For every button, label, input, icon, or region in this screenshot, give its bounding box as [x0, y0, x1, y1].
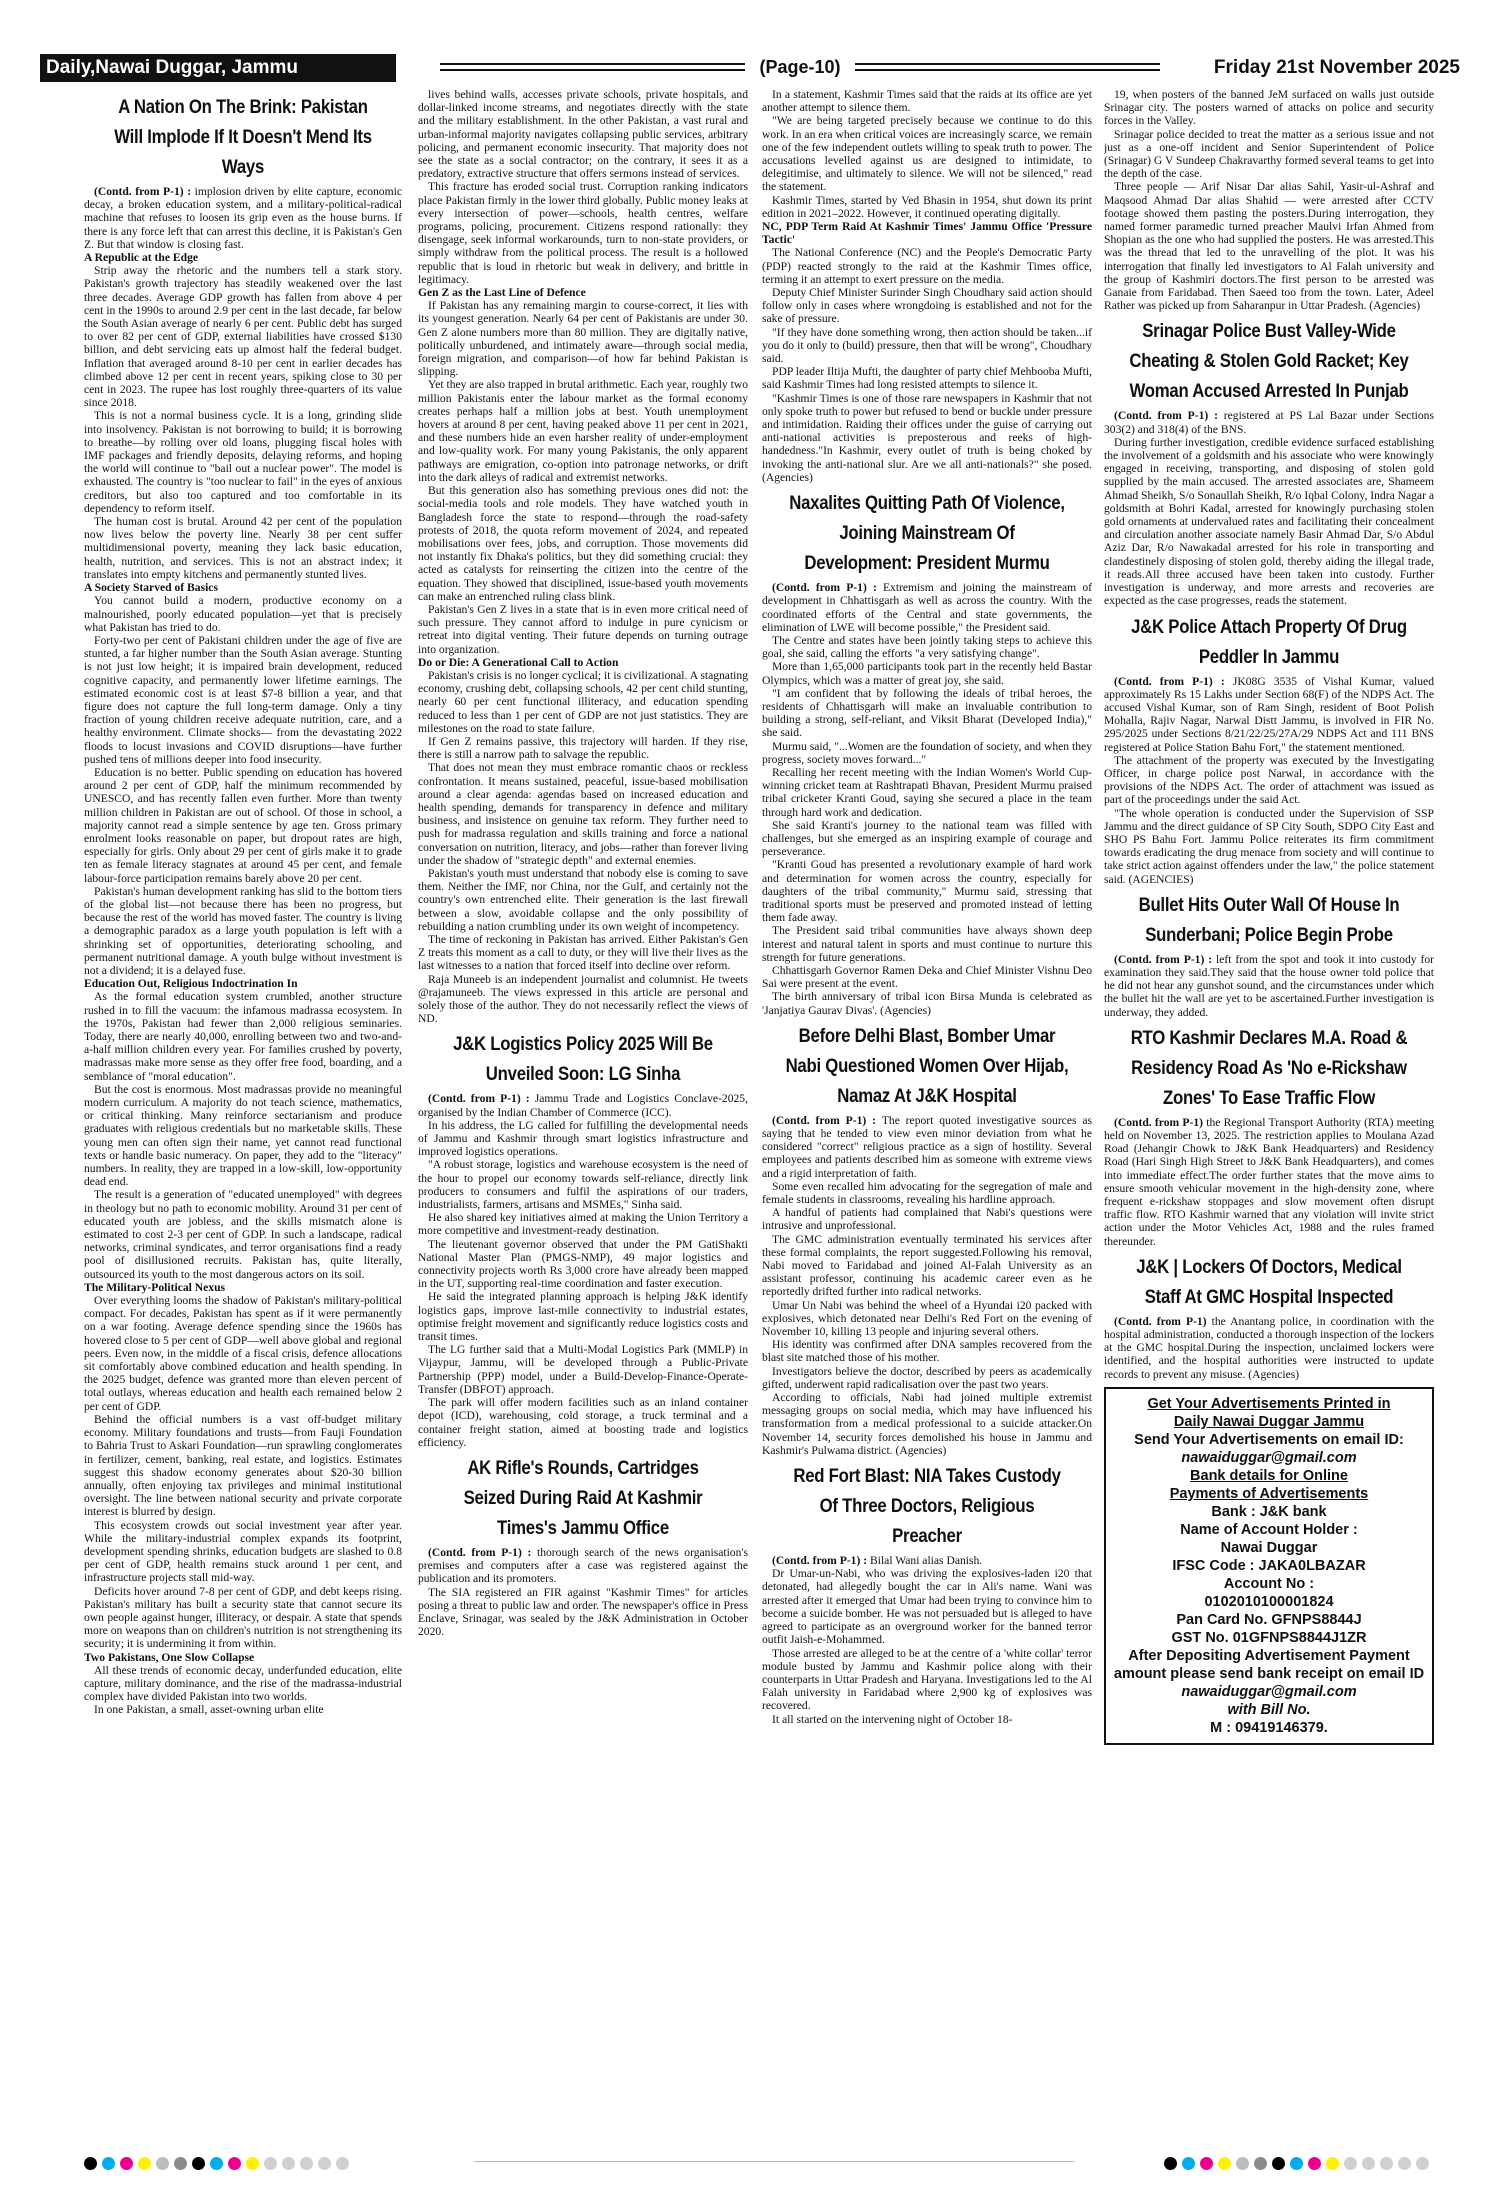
headline-rto: RTO Kashmir Declares M.A. Road & Residency Road As 'No e-Rickshaw Zones' To Ease Traffic Flow: [1130, 1026, 1408, 1109]
paragraph: Those arrested are alleged to be at the centre of a 'white collar' terror module busted by Jammu and Kashmir police along with their counterparts in Uttar Pradesh and Haryana. Investigations led to the Al Falah university in Faridabad where 2,900 kg of explosives was recovered.: [762, 1646, 1092, 1713]
column-1: [84, 88, 402, 2126]
paragraph: Investigators believe the doctor, described by peers as academically gifted, underwent rapid radicalisation over the past two years.: [762, 1364, 1092, 1391]
paragraph: Pakistan's human development ranking has slid to the bottom tiers of the global list—not because there has been no progress, but because the rest of the world has moved faster. The country is living a demographic paradox as a large youth population is left with a shrinking set of opportunities, deteriorating schooling, and permanent nutritional damage. A youth bulge without investment is not a dividend; it is a delayed fuse.: [84, 884, 402, 977]
paragraph: Deputy Chief Minister Surinder Singh Choudhary said action should follow only in cases where wrongdoing is established and not for the sake of pressure.: [762, 286, 1092, 326]
paragraph: This fracture has eroded social trust. Corruption ranking indicators place Pakistan firmly in the lower third globally. Public money leaks at every intersection of power—schools, health centres, welfare programs, policing, procurement. Citizens respond rationally: they disengage, seek informal workarounds, turn to non-state providers, or simply withdraw from the political process. The result is a hollowed republic that is loud in rhetoric but weak in delivery, and brittle in legitimacy.: [418, 180, 748, 286]
column-3: [762, 88, 1092, 2126]
ad-bill: with Bill No.: [1227, 1701, 1311, 1718]
paragraph: Behind the official numbers is a vast off-budget military economy. Military foundations and trusts—from Fauji Foundation to Bahria Trust to Askari Foundation—run sprawling conglomerates in fertilizer, cement, banking, real estate, and logistics. Estimates suggest this shadow economy generates about $20-30 billion annually, often enjoying tax privileges and minimal institutional oversight. The line between national security and private corporate interest is blurred by design.: [84, 1412, 402, 1519]
contd-marker: (Contd. from P-1) :: [772, 1113, 882, 1127]
headline-red-fort: Red Fort Blast: NIA Takes Custody Of Three Doctors, Religious Preacher: [793, 1465, 1061, 1548]
registration-dot: [1272, 2157, 1285, 2170]
paragraph: [762, 581, 1092, 634]
article-red-fort-contd: [1104, 88, 1434, 312]
article-kashmir-times: [418, 1546, 748, 1638]
headline-gmc-lockers: J&K | Lockers Of Doctors, Medical Staff At GMC Hospital Inspected: [1136, 1255, 1402, 1308]
subheading: The Military-Political Nexus: [84, 1280, 226, 1294]
paragraph: Education is no better. Public spending on education has hovered around 2 per cent of GDP, half the minimum recommended by UNESCO, and has recently fallen even further. More than twenty million children in Pakistan are out of school. Of those in school, a majority cannot read a simple sentence by age ten. Gross primary enrolment looks reasonable on paper, but dropout rates are high, especially for girls. Only about 29 per cent of girls make it to grade ten as female literacy stagnates at around 45 per cent, and female labour-force participation remains barely above 20 per cent.: [84, 765, 402, 885]
article-drug-peddler: [1104, 675, 1434, 886]
paragraph-text: Bilal Wani alias Danish.: [870, 1554, 983, 1568]
registration-dot: [228, 2157, 241, 2170]
headline-umar-nabi: Before Delhi Blast, Bomber Umar Nabi Questioned Women Over Hijab, Namaz At J&K Hospital: [785, 1024, 1069, 1107]
subheading: A Society Starved of Basics: [84, 581, 218, 595]
paragraph-text: the Regional Transport Authority (RTA) meeting held on November 13, 2025. The restriction applies to Moulana Azad Road (Jehangir Chowk to J&K Bank Headquarters) and Residency Road (Hari Singh High Street to J&K Bank Headquarters), and comes into immediate effect.The order further states that the move aims to ensure smooth vehicular movement in the high-density zone, where frequent e-rickshaw stoppages and slow movement often disrupt traffic flow. RTO Kashmir warned that any violation will invite strict action under the Motor Vehicles Act, 1988 and the rules framed thereunder.: [1104, 1115, 1434, 1248]
article-pakistan-contd: [418, 88, 748, 1025]
contd-marker: (Contd. from P-1) :: [1114, 952, 1216, 966]
paragraph: "Kashmir Times is one of those rare newspapers in Kashmir that not only spoke truth to power but refused to bend or buckle under pressure and intimidation. Raiding their offices under the guise of carrying out anti-national activities is preposterous and reeks of high-handedness."In Kashmir, every outlet of truth is being choked by invoking the anti-national slur. Are we all anti-nationals?" she posed. (Agencies): [762, 391, 1092, 484]
ad-line-5: Payments of Advertisements: [1169, 1485, 1369, 1502]
advertisement-box: [1104, 1387, 1434, 1745]
paragraph-text: left from the spot and took it into custody for examination they said.They said that the house owner told police that he did not hear any gunshot sound, and the circumstances under which the bullet hit the wall are yet to be ascertained.Further investigation is underway, they added.: [1104, 952, 1434, 1019]
paragraph-text: Jammu Trade and Logistics Conclave-2025, organised by the Indian Chamber of Commerce (ICC).: [418, 1092, 748, 1119]
registration-marks-right: [1164, 2154, 1434, 2172]
paragraph: He also shared key initiatives aimed at making the Union Territory a more competitive and investment-ready destination.: [418, 1211, 748, 1238]
paragraph: All these trends of economic decay, underfunded education, elite capture, military dominance, and the rise of the madrassa-industrial complex have divided Pakistan into two worlds.: [84, 1663, 402, 1704]
page-number: [440, 54, 1160, 82]
registration-dot: [336, 2157, 349, 2170]
paragraph: Chhattisgarh Governor Ramen Deka and Chief Minister Vishnu Deo Sai were present at the event.: [762, 963, 1092, 991]
paragraph: [84, 185, 402, 251]
paragraph: This ecosystem crowds out social investment year after year. While the military-industrial complex expands its footprint, development spending shrinks, education budgets are slashed to 0.8 per cent of GDP, health remains stuck around 1 per cent, and infrastructure projects stall mid-way.: [84, 1518, 402, 1585]
paragraph: "We are being targeted precisely because we continue to do this work. In an era when critical voices are increasingly scarce, we remain one of the few independent outlets willing to speak truth to power. The accusations levelled against us are designed to intimidate, to delegitimise, and ultimately to silence. We will not be silenced," read the statement.: [762, 114, 1092, 194]
paragraph-text: The report quoted investigative sources as saying that he tended to view even minor deviation from what he considered "correct" religious practice as a sign of hostility. Several employees and patients described him as someone with extreme views and a rigid interpretation of faith.: [762, 1113, 1092, 1180]
paragraph: This is not a normal business cycle. It is a long, grinding slide into insolvency. Pakistan is not borrowing to build; it is borrowing to breathe—by rolling over old loans, plugging fiscal holes with IMF packages and friendly deposits, delaying reforms, and hoping the world will continue to "bail out a nuclear power". The model is exhausted. The country is "too nuclear to fail" in the eyes of anxious creditors, but also too captured and too comfortable in its dependency to reform itself.: [84, 409, 402, 515]
paragraph: His identity was confirmed after DNA samples recovered from the blast site matched those of his mother.: [762, 1338, 1092, 1365]
paragraph: [762, 1114, 1092, 1180]
paragraph: Murmu said, "...Women are the foundation of society, and when they progress, society moves forward...": [762, 739, 1092, 766]
registration-dot: [1164, 2157, 1177, 2170]
paragraph: That does not mean they must embrace romantic chaos or reckless confrontation. It means sustained, peaceful, issue-based mobilisation around a clear agenda: agendas based on increased education and health spending, demands for transparency in defence and military business, and insistence on genuine tax reform. They further need to push for madrassa regulation and skills training and force a national conversation on nutrition, literacy, and jobs—rather than forever living under the shadow of "strategic depth" and external enemies.: [418, 761, 748, 867]
subheading: NC, PDP Term Raid At Kashmir Times' Jammu Office 'Pressure Tactic': [762, 220, 1092, 247]
paragraph: The result is a generation of "educated unemployed" with degrees in theology but no path to economic mobility. Around 31 per cent of educated youth are jobless, and the skills mismatch alone is estimated to cost 2-3 per cent of GDP. In such a landscape, radical networks, criminal syndicates, and terror organisations find a ready pool of disillusioned recruits. Pakistan has, quite literally, outsourced its youth to the most dangerous actors on its soil.: [84, 1188, 402, 1281]
registration-dot: [300, 2157, 313, 2170]
paragraph: It all started on the intervening night of October 18-: [772, 1712, 1013, 1726]
contd-marker: (Contd. from P-1) :: [772, 581, 883, 595]
headline-logistics: J&K Logistics Policy 2025 Will Be Unveiled Soon: LG Sinha: [453, 1033, 713, 1086]
paragraph: lives behind walls, accesses private schools, private hospitals, and dollar-linked income streams, and negotiates directly with the state and the military establishment. In the other Pakistan, a vast rural and urban-informal majority navigates collapsing public services, arbitrary policing, and permanent economic insecurity. That majority does not see the state as a social contractor; on the contrary, it sees it as a predatory, extractive structure that offers sermons instead of services.: [418, 88, 748, 181]
registration-dot: [1362, 2157, 1375, 2170]
headline-gold-racket: Srinagar Police Bust Valley-Wide Cheating & Stolen Gold Racket; Key Woman Accused Arrested In Punjab: [1129, 320, 1409, 403]
ad-line-2: Daily Nawai Duggar Jammu: [1173, 1413, 1365, 1430]
paragraph: In a statement, Kashmir Times said that the raids at its office are yet another attempt to silence them.: [762, 88, 1092, 115]
column-4: [1104, 88, 1434, 2126]
paragraph: The SIA registered an FIR against "Kashmir Times" for articles posing a threat to public law and order. The newspaper's office in Press Enclave, Srinagar, was sealed by the J&K Administration in October 2020.: [418, 1585, 748, 1639]
article-logistics: [418, 1092, 748, 1448]
paragraph: Dr Umar-un-Nabi, who was driving the explosives-laden i20 that detonated, had allegedly bought the car in Ali's name. Wani was arrested after it emerged that Umar had been trying to convince him to become a suicide bomber. He was not persuaded but is alleged to have agreed to participate as an overground worker for the banned terror outfit Jaish-e-Mohammed.: [762, 1567, 1092, 1647]
page-number-text: (Page-10): [745, 57, 854, 77]
ad-line-1: Get Your Advertisements Printed in: [1147, 1395, 1391, 1412]
paragraph: [1104, 953, 1434, 1019]
ad-ifsc: IFSC Code : JAKA0LBAZAR: [1172, 1557, 1366, 1574]
subheading: Two Pakistans, One Slow Collapse: [84, 1650, 255, 1664]
paragraph: She said Kranti's journey to the national team was filled with challenges, but she emerged as an inspiring example of courage and perseverance.: [762, 818, 1092, 859]
ad-holder-label: Name of Account Holder :: [1180, 1521, 1358, 1538]
headline-kashmir-times: AK Rifle's Rounds, Cartridges Seized During Raid At Kashmir Times's Jammu Office: [463, 1456, 703, 1539]
headline-pakistan: A Nation On The Brink: Pakistan Will Implode If It Doesn't Mend Its Ways: [114, 96, 372, 178]
paragraph: The attachment of the property was executed by the Investigating Officer, in charge police post Narwal, in accordance with the provisions of the NDPS Act. The order of attachment was issued as part of the proceedings under the said Act.: [1104, 753, 1434, 807]
subheading: A Republic at the Edge: [84, 251, 199, 265]
registration-marks: [84, 2154, 1434, 2170]
contd-marker: (Contd. from P-1) :: [428, 1545, 537, 1559]
article-pakistan: [84, 185, 402, 1717]
paragraph: In one Pakistan, a small, asset-owning urban elite: [94, 1703, 324, 1717]
paragraph: He said the integrated planning approach is helping J&K identify logistics gaps, improve last-mile connectivity to industrial estates, optimise freight movement and significantly reduce logistics costs and transit times.: [418, 1290, 748, 1344]
registration-dot: [1308, 2157, 1321, 2170]
paragraph: If Pakistan has any remaining margin to course-correct, it lies with its youngest generation. Nearly 64 per cent of Pakistanis are under 30. Gen Z alone numbers more than 80 million. They are digitally native, politically unburdened, and intimately aware—through social media, foreign migration, and comparison—of how far behind Pakistan is slipping.: [418, 299, 748, 379]
paragraph: As the formal education system crumbled, another structure rushed in to fill the vacuum: the infamous madrassa ecosystem. In the 1970s, Pakistan had fewer than 2,000 religious seminaries. Today, there are nearly 40,000, enrolling between two and two-and-a-half million children every year. For families crushed by poverty, madrassas make more sense as they offer free food, boarding, and a semblance of "moral education".: [84, 990, 402, 1083]
paragraph: Recalling her recent meeting with the Indian Women's World Cup-winning cricket team at Rashtrapati Bhavan, President Murmu praised tribal cricketer Kranti Goud, saying she secured a place in the team through hard work and dedication.: [762, 765, 1092, 819]
article-gold-racket: [1104, 409, 1434, 607]
paragraph: [1104, 675, 1434, 754]
paragraph: Pakistan's youth must understand that nobody else is coming to save them. Neither the IMF, nor China, nor the Gulf, and certainly not the country's own entrenched elite. Their generation is the last firewall between a slow, avoidable collapse and the only possibility of rebuilding a nation crumbling under its own weight of incompetency.: [418, 866, 748, 933]
paragraph: Kashmir Times, started by Ved Bhasin in 1954, shut down its print edition in 2021–2022. However, it continued operating digitally.: [762, 193, 1092, 220]
registration-dot: [1290, 2157, 1303, 2170]
paragraph: Three people — Arif Nisar Dar alias Sahil, Yasir-ul-Ashraf and Maqsood Ahmad Dar alias Shahid — were arrested after CCTV footage showed them pasting the posters.During interrogation, they named former paramedic turned preacher Maulvi Irfan Ahmed from Shopian as the one who had supplied the posters. He was arrested.This was the thread that led to the unravelling of the plot. It was his interrogation that finally led investigators to Al Falah university and the group of Kashmiri doctors.The first person to be arrested was Ganaie from Faridabad. Then Saeed too from the town. Later, Adeel Rather was picked up from Saharanpur in Uttar Pradesh. (Agencies): [1104, 180, 1434, 313]
paragraph: 19, when posters of the banned JeM surfaced on walls just outside Srinagar city. The posters warned of attacks on police and security forces in the Valley.: [1104, 88, 1434, 128]
registration-dot: [246, 2157, 259, 2170]
registration-marks-left: [84, 2154, 354, 2172]
ad-gst: GST No. 01GFNPS8844J1ZR: [1171, 1629, 1367, 1646]
registration-dot: [102, 2157, 115, 2170]
paragraph: Pakistan's Gen Z lives in a state that is in even more critical need of such pressure. They cannot afford to indulge in pure cynicism or retreat into digital venting. Their future depends on turning outrage into organization.: [418, 602, 748, 656]
paragraph: Strip away the rhetoric and the numbers tell a stark story. Pakistan's growth trajectory has steadily weakened over the last three decades. Average GDP growth has fallen from above 4 per cent in the 1990s to around 2.9 per cent in the last decade, far below the South Asian average of nearly 6 per cent. Public debt has surged to over 82 per cent of GDP, external liabilities have crossed $130 billion, and debt servicing eats up almost half the federal budget. Inflation that averaged around 8-10 per cent in earlier decades has climbed above 12 per cent in recent years, spiking close to 30 per cent in 2023. The rupee has lost roughly three-quarters of its value since 2018.: [84, 264, 402, 410]
subheading: Do or Die: A Generational Call to Action: [418, 655, 619, 669]
paragraph: You cannot build a modern, productive economy on a malnourished, poorly educated population—yet that is precisely what Pakistan has tried to do.: [84, 594, 402, 634]
paragraph: The birth anniversary of tribal icon Birsa Munda is celebrated as 'Janjatiya Gaurav Divas'. (Agencies): [762, 990, 1092, 1017]
ad-line-3: Send Your Advertisements on email ID:: [1134, 1431, 1404, 1448]
paragraph: Some even recalled him advocating for the segregation of male and female students in classrooms, revealing his hardline approach.: [762, 1179, 1092, 1207]
paragraph: "A robust storage, logistics and warehouse ecosystem is the need of the hour to propel our economy towards self-reliance, directly link producers to consumers and fulfil the aspirations of our traders, industrialists, farmers, artisans and MSMEs," Sinha said.: [418, 1158, 748, 1212]
registration-rule: [474, 2161, 1074, 2162]
registration-dot: [1182, 2157, 1195, 2170]
article-rto: [1104, 1116, 1434, 1248]
contd-marker: (Contd. from P-1) :: [94, 185, 195, 198]
ad-mobile: M : 09419146379.: [1210, 1719, 1328, 1736]
registration-dot: [1218, 2157, 1231, 2170]
registration-dot: [282, 2157, 295, 2170]
paragraph: PDP leader Iltija Mufti, the daughter of party chief Mehbooba Mufti, said Kashmir Times had long resisted attempts to silence it.: [762, 365, 1092, 392]
registration-dot: [210, 2157, 223, 2170]
paragraph: Forty-two per cent of Pakistani children under the age of five are stunted, a far higher number than the South Asian average. Stunting is not just low height; it is impaired brain development, reduced cognitive capacity, and permanently lower lifetime earnings. The estimated economic cost is at least $7-8 billion a year, and that figure does not capture the full long-term damage. Only a tiny fraction of young children receive adequate nutrition, care, and a healthy environment. Climate shocks— from the devastating 2022 floods to locust invasions and COVID disruptions—have further pushed tens of millions deeper into food insecurity.: [84, 633, 402, 766]
contd-marker: (Contd. from P-1) :: [1114, 674, 1233, 688]
masthead: [40, 54, 1460, 84]
headline-bullet: Bullet Hits Outer Wall Of House In Sunderbani; Police Begin Probe: [1138, 893, 1400, 946]
registration-dot: [1326, 2157, 1339, 2170]
paragraph: But this generation also has something previous ones did not: the social-media tools and role models. They have watched youth in Bangladesh force the state to respond—through the road-safety protests of 2018, the quota reform movement of 2024, and repeated mobilisations over fees, jobs, and corruption. Those movements did not instantly fix Dhaka's politics, but they did something crucial: they acted as catalysts for reinserting the citizen into the centre of the equation. They showed that disciplined, issue-based youth movements can make an entrenched ruling class blink.: [418, 484, 748, 603]
paragraph: The LG further said that a Multi-Modal Logistics Park (MMLP) in Vijaypur, Jammu, will be developed through a Public-Private Partnership (PPP) model, under a Build-Develop-Finance-Operate-Transfer (DBFOT) approach.: [418, 1343, 748, 1396]
article-gmc-lockers: [1104, 1315, 1434, 1381]
contd-marker: (Contd. from P-1) :: [772, 1554, 870, 1568]
paragraph: [762, 1554, 1092, 1567]
registration-dot: [84, 2157, 97, 2170]
paragraph: "I am confident that by following the ideals of tribal heroes, the residents of Chhattisgarh will make an invaluable contribution to building a strong, self-reliant, and Viksit Bharat (Developed India)," she said.: [762, 686, 1092, 740]
paragraph: A handful of patients had complained that Nabi's questions were intrusive and unprofessional.: [762, 1206, 1092, 1233]
paragraph-text: thorough search of the news organisation's premises and computers after a case was registered against the publication and its promoters.: [418, 1545, 748, 1586]
registration-dot: [1200, 2157, 1213, 2170]
ad-account-label: Account No :: [1223, 1575, 1315, 1592]
ad-email-2[interactable]: nawaiduggar@gmail.com: [1181, 1683, 1357, 1700]
headline-drug-peddler: J&K Police Attach Property Of Drug Peddler In Jammu: [1131, 615, 1407, 668]
registration-dot: [1380, 2157, 1393, 2170]
registration-dot: [264, 2157, 277, 2170]
ad-email[interactable]: nawaiduggar@gmail.com: [1181, 1449, 1357, 1466]
paragraph: The National Conference (NC) and the People's Democratic Party (PDP) reacted strongly to the raid at the Kashmir Times office, terming it an attempt to exert pressure on the media.: [762, 246, 1092, 286]
paragraph: "Kranti Goud has presented a revolutionary example of hard work and determination for women across the country, especially for daughters of the tribal community," Murmu said, stressing that traditional sports must be preserved and promoted instead of letting them fade away.: [762, 858, 1092, 925]
paragraph: The park will offer modern facilities such as an inland container depot (ICD), warehousing, cold storage, a truck terminal and a container freight station, aimed at boosting trade and logistics efficiency.: [418, 1396, 748, 1449]
contd-marker: (Contd. from P-1) :: [1114, 409, 1224, 423]
paragraph: During further investigation, credible evidence surfaced establishing the involvement of a goldsmith and his associate who were knowingly engaged in receiving, transporting, and disposing of stolen gold supplied by the main accused. The arrested associates are, Shameem Ahmad Sheikh, S/o Sonaullah Sheikh, R/o Iqbal Colony, Indra Nagar a goldsmith at Bohri Kadal, arrested for knowingly purchasing stolen gold ornaments at undervalued rates and facilitating their concealment and circulation another associate namely Basir Ahmad Dar, S/o Abdul Aziz Dar, R/o Nawakadal arrested for his role in transporting and clandestinely disposing of stolen gold, thereby aiding the illegal trade, it reads.All three accused have been taken into custody. Further investigation is underway, and more arrests and recoveries are expected as the case progresses, reads the statement.: [1104, 435, 1434, 608]
paragraph-text: implosion driven by elite capture, economic decay, a broken education system, and a military-political-radical machine that refuses to loosen its grip even as the house burns. If there is any force left that can arrest this decline, it is Pakistan's Gen Z. But that window is closing fast.: [84, 185, 402, 251]
paragraph: [1104, 409, 1434, 435]
article-kashmir-times-contd: [762, 88, 1092, 484]
paragraph-text: JK08G 3535 of Vishal Kumar, valued approximately Rs 15 Lakhs under Section 68(F) of the NDPS Act. The accused Vishal Kumar, son of Ram Singh, resident of Boot Polish Mohalla, Rajiv Nagar, Narwal Distt Jammu, is involved in FIR No. 295/2025 under Sections 8/21/22/25/27A/29 NDPS Act and 111 BNS registered at Police Station Bahu Fort," the statement mentioned.: [1104, 674, 1434, 754]
issue-date: Friday 21st November 2025: [1213, 57, 1460, 78]
paragraph: Yet they are also trapped in brutal arithmetic. Each year, roughly two million Pakistanis enter the labour market as the formal economy creates perhaps half a million jobs at best. Youth unemployment hovers at around 8 per cent, having peaked above 11 per cent in 2021, and these numbers hide an even harsher reality of under-employment and low-quality work. For many young Pakistanis, the only apparent pathways are emigration, co-option into patronage networks, or drift into the dark alleys of radical and extremist networks.: [418, 378, 748, 484]
paragraph: More than 1,65,000 participants took part in the recently held Bastar Olympics, which was a matter of great joy, she said.: [762, 660, 1092, 687]
contd-marker: (Contd. from P-1) :: [428, 1092, 535, 1106]
article-naxalites: [762, 581, 1092, 1017]
registration-dot: [1398, 2157, 1411, 2170]
registration-dot: [120, 2157, 133, 2170]
paragraph: [1104, 1315, 1434, 1381]
ad-account: 0102010100001824: [1204, 1593, 1334, 1610]
paragraph: Raja Muneeb is an independent journalist and columnist. He tweets @rajamuneeb. The views expressed in this article are personal and solely those of the author. They do not necessarily reflect the views of ND.: [418, 972, 748, 1026]
subheading: Gen Z as the Last Line of Defence: [418, 286, 586, 300]
paragraph-text: registered at PS Lal Bazar under Sections 303(2) and 318(4) of the BNS.: [1104, 409, 1434, 436]
headline-naxalites: Naxalites Quitting Path Of Violence, Joining Mainstream Of Development: President Murmu: [789, 492, 1065, 575]
paragraph: According to officials, Nabi had joined multiple extremist messaging groups on social media, which may have influenced his transformation from a medical professional to a suicide attacker.On November 14, security forces demolished his house in Jammu and Kashmir's Pulwama district. (Agencies): [762, 1391, 1092, 1457]
article-bullet: [1104, 953, 1434, 1019]
registration-dot: [1236, 2157, 1249, 2170]
registration-dot: [1416, 2157, 1429, 2170]
paragraph: Srinagar police decided to treat the matter as a serious issue and not just as a one-off incident and Senior Superintendent of Police (Srinagar) G V Sundeep Chakravarthy formed several teams to get into the depth of the case.: [1104, 127, 1434, 181]
registration-dot: [138, 2157, 151, 2170]
paragraph: The time of reckoning in Pakistan has arrived. Either Pakistan's Gen Z treats this moment as a call to duty, or they will live their lives as the last witnesses to a nation that forced itself into decline over reform.: [418, 933, 748, 973]
paragraph: But the cost is enormous. Most madrassas provide no meaningful modern curriculum. A majority do not teach science, mathematics, or critical thinking. Many reinforce sectarianism and produce graduates with religious credentials but no marketable skills. These young men can often sign their name, yet cannot read functional texts or handle basic numeracy. On paper, they add to the "literacy" numbers. In reality, they are trapped in a low-skill, low-opportunity dead end.: [84, 1082, 402, 1189]
subheading: Education Out, Religious Indoctrination In: [84, 977, 298, 991]
registration-dot: [1344, 2157, 1357, 2170]
ad-holder: Nawai Duggar: [1220, 1539, 1318, 1556]
paragraph: Deficits hover around 7-8 per cent of GDP, and debt keeps rising. Pakistan's military has built a security state that cannot secure its own people against hunger, illiteracy, or despair. A state that spends more on weapons than on children's nutrition is not strengthening its security; it is undermining it from within.: [84, 1584, 402, 1651]
paragraph: If Gen Z remains passive, this trajectory will harden. If they rise, there is still a narrow path to salvage the republic.: [418, 734, 748, 762]
registration-dot: [174, 2157, 187, 2170]
paragraph-text: the Anantang police, in coordination with the hospital administration, conducted a thorough inspection of the lockers at the GMC hospital.During the inspection, unclaimed lockers were identified, and the hospital authorities were instructed to update records to prevent any misuse. (Agencies): [1104, 1314, 1434, 1381]
paper-name: Daily,Nawai Duggar, Jammu: [40, 54, 396, 82]
paragraph: In his address, the LG called for fulfilling the developmental needs of Jammu and Kashmir through smart logistics infrastructure and improved logistics operations.: [418, 1118, 748, 1159]
contd-marker: (Contd. from P-1): [1114, 1115, 1207, 1129]
paragraph: Umar Un Nabi was behind the wheel of a Hyundai i20 packed with explosives, which detonated near Delhi's Red Fort on the evening of November 10, killing 13 people and injuring several others.: [762, 1298, 1092, 1339]
article-umar-nabi: [762, 1114, 1092, 1457]
paragraph: Over everything looms the shadow of Pakistan's military-political compact. For decades, Pakistan has spent as if it were permanently on a war footing. Average defence spending since the 1960s has hovered close to 5 per cent of GDP—well above global and regional peers. Even now, in the middle of a fiscal crisis, defence allocations sit comfortably above combined education and health spending. In the 2025 budget, defence was granted more than eleven percent of total outlays, whereas education and health each remained below 2 per cent of GDP.: [84, 1294, 402, 1413]
paragraph: "The whole operation is conducted under the Supervision of SSP Jammu and the direct guidance of SP City South, SDPO City East and SHO PS Bahu Fort. Jammu Police reiterates its firm commitment towards eradicating the drug menace from society and will continue to take strict action against offenders under the law," the police statement said. (AGENCIES): [1104, 806, 1434, 886]
paragraph: [1104, 1116, 1434, 1248]
paragraph: The President said tribal communities have always shown deep interest and natural talent in sports and must continue to nurture this strength for future generations.: [762, 924, 1092, 964]
paragraph: The human cost is brutal. Around 42 per cent of the population now lives below the poverty line. Nearly 38 per cent suffer multidimensional poverty, meaning they lack basic education, health, nutrition, and services. This is not an abstract index; it translates into empty kitchens and permanently stunted lives.: [84, 515, 402, 581]
contd-marker: (Contd. from P-1): [1114, 1314, 1212, 1328]
paragraph: The lieutenant governor observed that under the PM GatiShakti National Master Plan (PMGS-NMP), 49 major logistics and connectivity projects worth Rs 3,000 crore have already been mapped in the UT, supporting real-time coordination and faster execution.: [418, 1237, 748, 1291]
paragraph-text: Extremism and joining the mainstream of development in Chhattisgarh as well as across the country. With the coordinated efforts of the Central and state governments, the elimination of LWE will become possible," the President said.: [762, 581, 1092, 634]
article-red-fort: [762, 1554, 1092, 1726]
registration-dot: [156, 2157, 169, 2170]
registration-dot: [318, 2157, 331, 2170]
column-2: [418, 88, 748, 2126]
ad-after: After Depositing Advertisement Payment amount please send bank receipt on email ID: [1113, 1647, 1425, 1682]
registration-dot: [1254, 2157, 1267, 2170]
paragraph: [418, 1092, 748, 1118]
paragraph: [418, 1546, 748, 1586]
ad-line-4: Bank details for Online: [1190, 1467, 1348, 1484]
paragraph: "If they have done something wrong, then action should be taken...if you do it only to (build) pressure, then that will be wrong", Choudhary said.: [762, 325, 1092, 366]
paragraph: The GMC administration eventually terminated his services after these formal complaints, the report suggested.Following his removal, Nabi moved to Faridabad and joined Al-Falah University as an assistant professor, continuing his academic career even as he reportedly drifted further into radical networks.: [762, 1232, 1092, 1299]
ad-bank: Bank : J&K bank: [1211, 1503, 1327, 1520]
paragraph: The Centre and states have been jointly taking steps to achieve this goal, she said, calling the efforts "a very satisfying change".: [762, 633, 1092, 661]
registration-dot: [192, 2157, 205, 2170]
ad-pan: Pan Card No. GFNPS8844J: [1176, 1611, 1362, 1628]
paragraph: Pakistan's crisis is no longer cyclical; it is civilizational. A stagnating economy, crushing debt, collapsing schools, 42 per cent child stunting, nearly 60 per cent functional illiteracy, and education spending reduced to less than 1 per cent of GDP are not just statistics. They are milestones on the road to state failure.: [418, 668, 748, 735]
